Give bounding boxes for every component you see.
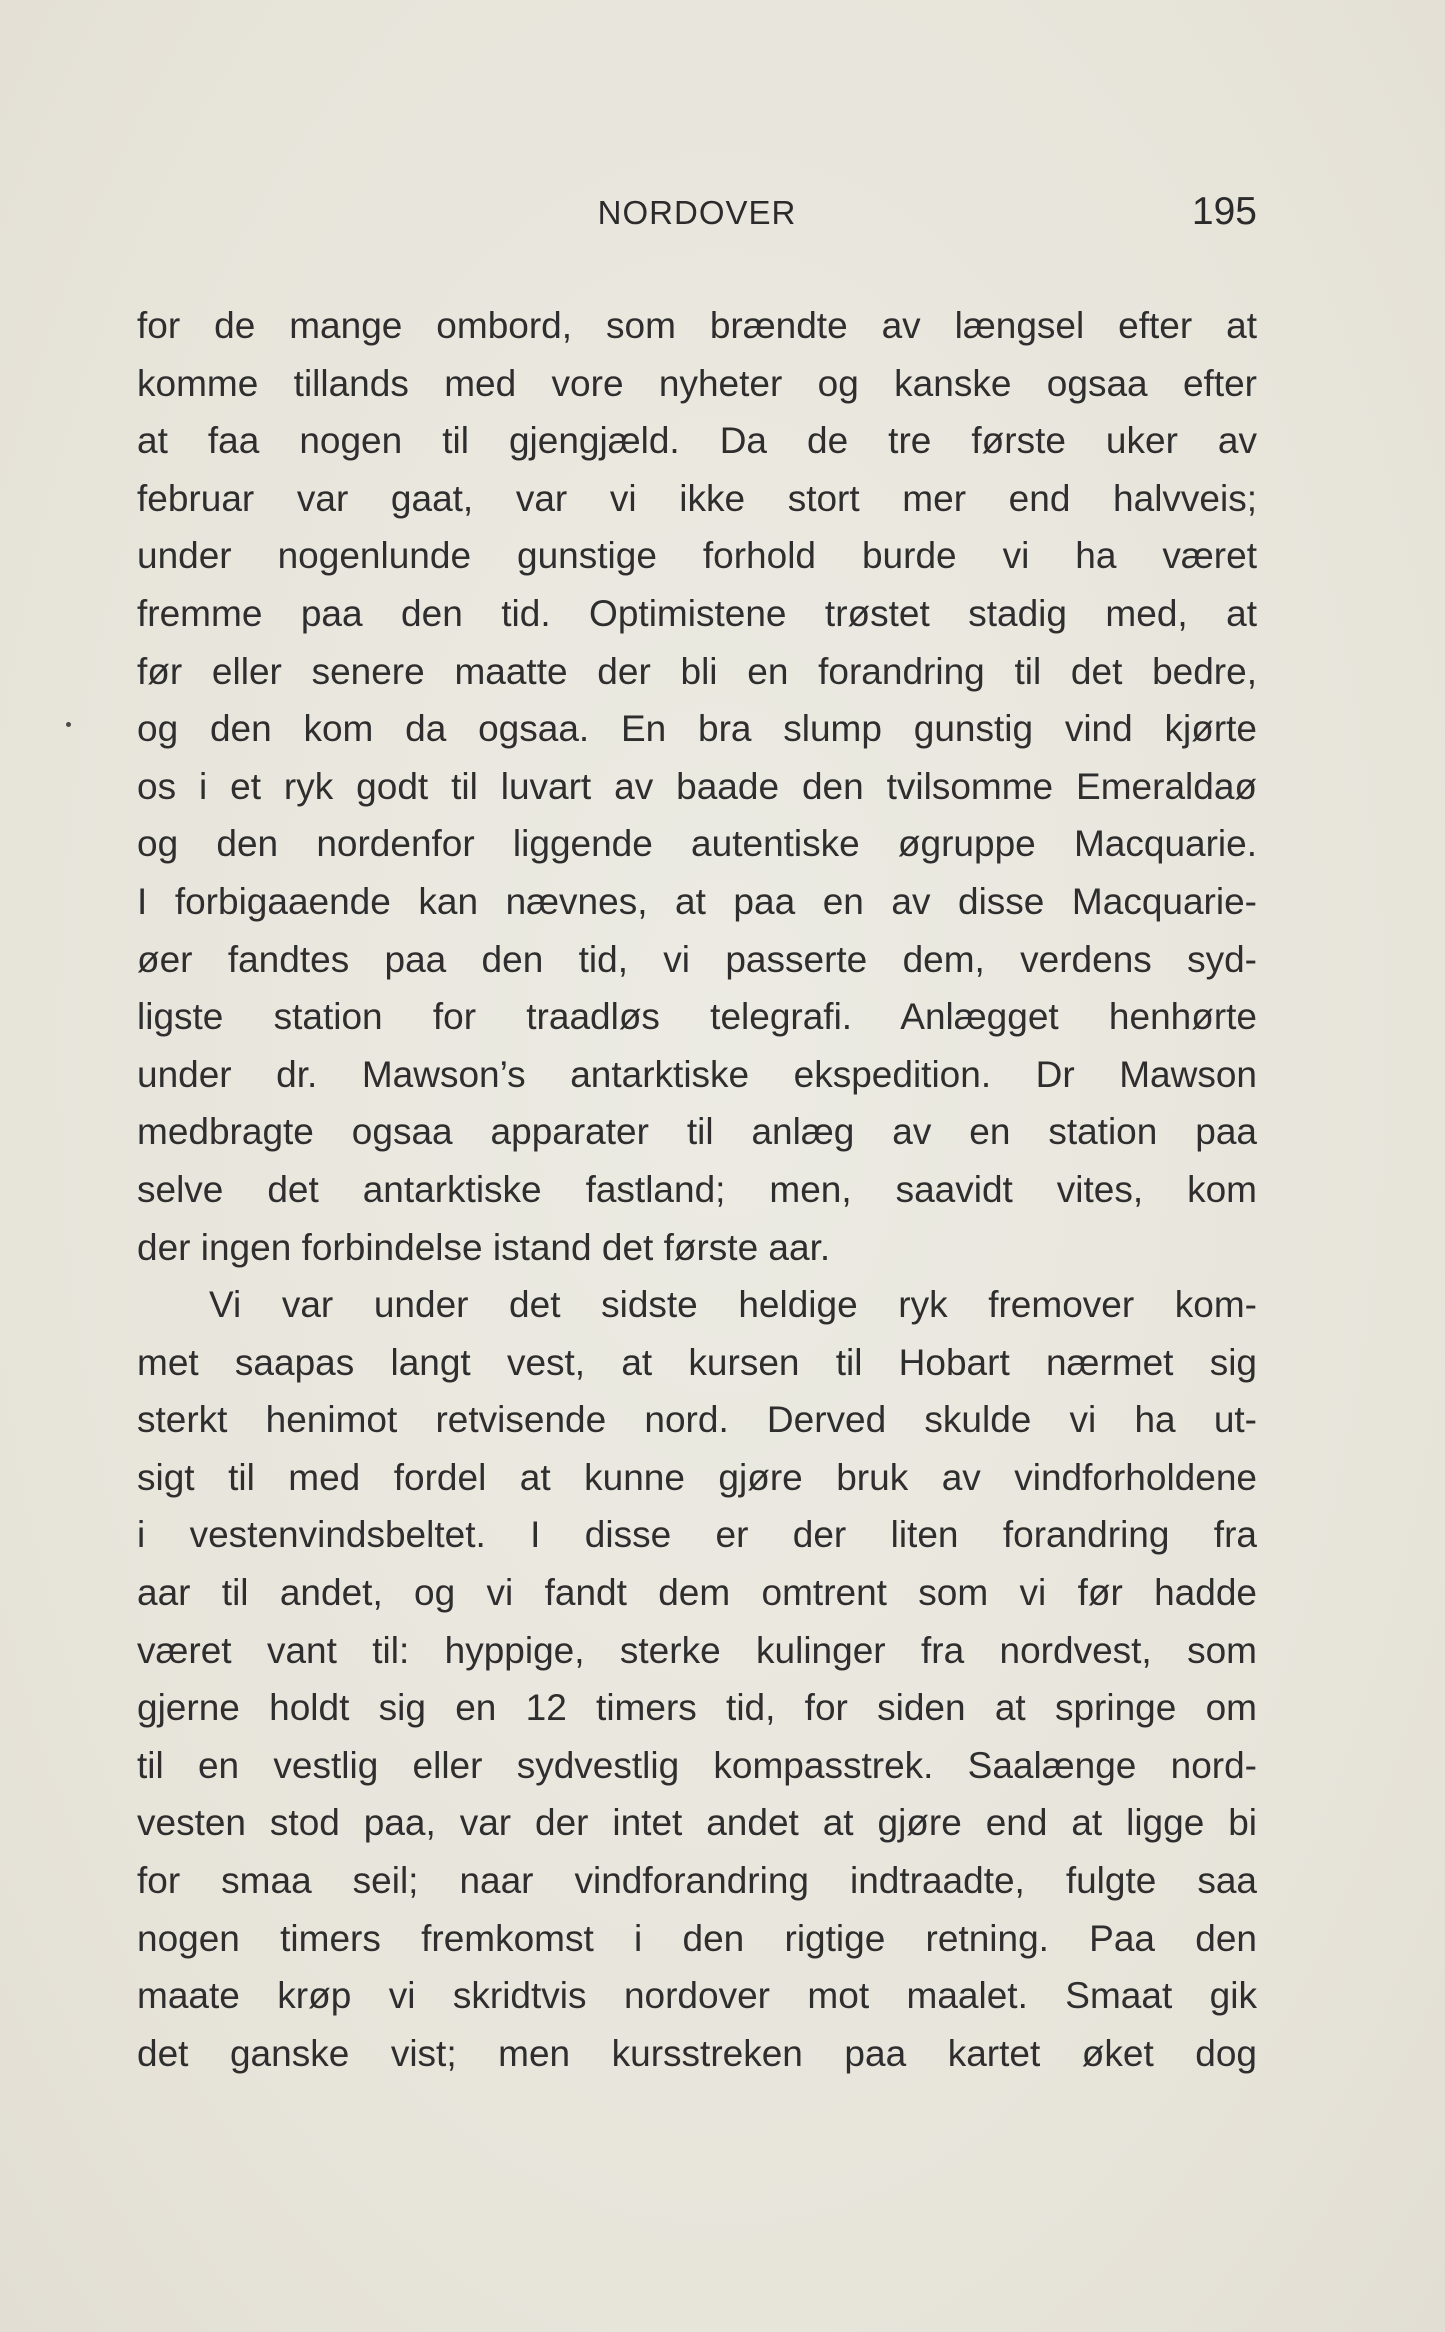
- text-line: fremme paa den tid. Optimistene trøstet stadig med, at: [137, 592, 1257, 634]
- text-line: gjerne holdt sig en 12 timers tid, for siden at springe om: [137, 1687, 1257, 1729]
- margin-speck: [66, 722, 71, 727]
- body-text: [137, 297, 1257, 2082]
- text-line: I forbigaaende kan nævnes, at paa en av disse Macquarie-: [137, 880, 1257, 922]
- text-line: til en vestlig eller sydvestlig kompasstrek. Saalænge nord-: [137, 1744, 1257, 1786]
- paragraph-end-line: der ingen forbindelse istand det første aar.: [137, 1226, 831, 1268]
- running-head: [137, 190, 1257, 240]
- text-line: det ganske vist; men kursstreken paa kartet øket dog: [137, 2032, 1257, 2074]
- text-line: medbragte ogsaa apparater til anlæg av en station paa: [137, 1111, 1257, 1153]
- paragraph-start-line: Vi var under det sidste heldige ryk fremover kom-: [209, 1284, 1257, 1326]
- text-line: før eller senere maatte der bli en forandring til det bedre,: [137, 650, 1257, 692]
- text-line: selve det antarktiske fastland; men, saavidt vites, kom: [137, 1168, 1257, 1210]
- text-line: for de mange ombord, som brændte av længsel efter at: [137, 305, 1257, 346]
- text-line: maate krøp vi skridtvis nordover mot maalet. Smaat gik: [137, 1975, 1257, 2017]
- text-line: været vant til: hyppige, sterke kulinger fra nordvest, som: [137, 1629, 1257, 1671]
- text-line: under nogenlunde gunstige forhold burde vi ha været: [137, 535, 1257, 577]
- text-line: met saapas langt vest, at kursen til Hobart nærmet sig: [137, 1341, 1257, 1383]
- text-line: at faa nogen til gjengjæld. Da de tre første uker av: [137, 420, 1257, 462]
- text-line: vesten stod paa, var der intet andet at gjøre end at ligge bi: [137, 1802, 1257, 1844]
- text-line: i vestenvindsbeltet. I disse er der liten forandring fra: [137, 1514, 1257, 1556]
- text-line: øer fandtes paa den tid, vi passerte dem, verdens syd-: [137, 938, 1257, 980]
- text-line: for smaa seil; naar vindforandring indtraadte, fulgte saa: [137, 1860, 1257, 1902]
- text-line: februar var gaat, var vi ikke stort mer end halvveis;: [137, 477, 1257, 519]
- text-line: nogen timers fremkomst i den rigtige retning. Paa den: [137, 1917, 1257, 1959]
- text-line: under dr. Mawson’s antarktiske ekspedition. Dr Mawson: [137, 1053, 1257, 1095]
- text-line: sterkt henimot retvisende nord. Derved skulde vi ha ut-: [137, 1399, 1257, 1441]
- running-title: NORDOVER: [597, 194, 797, 231]
- text-line: og den kom da ogsaa. En bra slump gunstig vind kjørte: [137, 708, 1257, 750]
- text-line: og den nordenfor liggende autentiske øgruppe Macquarie.: [137, 823, 1257, 865]
- text-line: sigt til med fordel at kunne gjøre bruk av vindforholdene: [137, 1456, 1257, 1498]
- text-line: ligste station for traadløs telegrafi. Anlægget henhørte: [137, 996, 1257, 1038]
- text-line: aar til andet, og vi fandt dem omtrent som vi før hadde: [137, 1572, 1257, 1614]
- text-line: komme tillands med vore nyheter og kanske ogsaa efter: [137, 362, 1257, 404]
- text-line: os i et ryk godt til luvart av baade den tvilsomme Emeraldaø: [137, 765, 1257, 807]
- page-number: 195: [1191, 190, 1257, 233]
